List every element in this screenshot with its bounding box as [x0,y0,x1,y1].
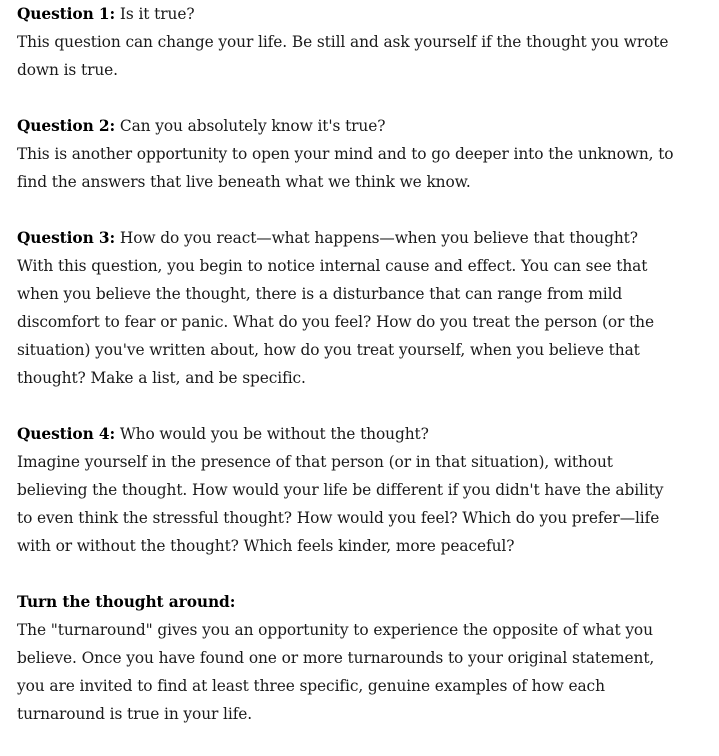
question-1-title: Is it true? [115,5,195,23]
turnaround-body: The "turnaround" gives you an opportunity to experience the opposite of what you believe. Once you have found one or more turnarounds to your original statement, you are invited to find at least three specific, genuine examples of how each turnaround is true in your life. [17,621,655,723]
question-4-section [17,420,677,560]
question-3-heading [17,224,677,252]
question-4-heading [17,420,677,448]
question-3-section [17,224,677,392]
question-1-heading [17,0,677,28]
question-1-label: Question 1: [17,5,116,23]
question-2-heading [17,112,677,140]
turnaround-section [17,588,677,728]
question-4-body: Imagine yourself in the presence of that person (or in that situation), without believing the thought. How would your life be different if you didn't have the ability to even think the stressful thought? How would you feel? Which do you prefer—life with or without the thought? Which feels kinder, more peaceful? [17,453,664,555]
turnaround-label: Turn the thought around: [17,593,236,611]
question-1-section [17,0,677,84]
question-4-title: Who would you be without the thought? [115,425,429,443]
article-content [17,0,677,756]
question-3-title: How do you react—what happens—when you believe that thought? [115,229,638,247]
question-2-title: Can you absolutely know it's true? [115,117,386,135]
question-2-section [17,112,677,196]
question-2-body: This is another opportunity to open your mind and to go deeper into the unknown, to find the answers that live beneath what we think we know. [17,145,674,191]
question-4-label: Question 4: [17,425,116,443]
turnaround-heading [17,588,677,616]
question-3-label: Question 3: [17,229,116,247]
question-1-body: This question can change your life. Be still and ask yourself if the thought you wrote down is true. [17,33,669,79]
question-2-label: Question 2: [17,117,116,135]
question-3-body: With this question, you begin to notice internal cause and effect. You can see that when you believe the thought, there is a disturbance that can range from mild discomfort to fear or panic. What do you feel? How do you treat the person (or the situation) you've written about, how do you treat yourself, when you believe that thought? Make a list, and be specific. [17,257,654,387]
